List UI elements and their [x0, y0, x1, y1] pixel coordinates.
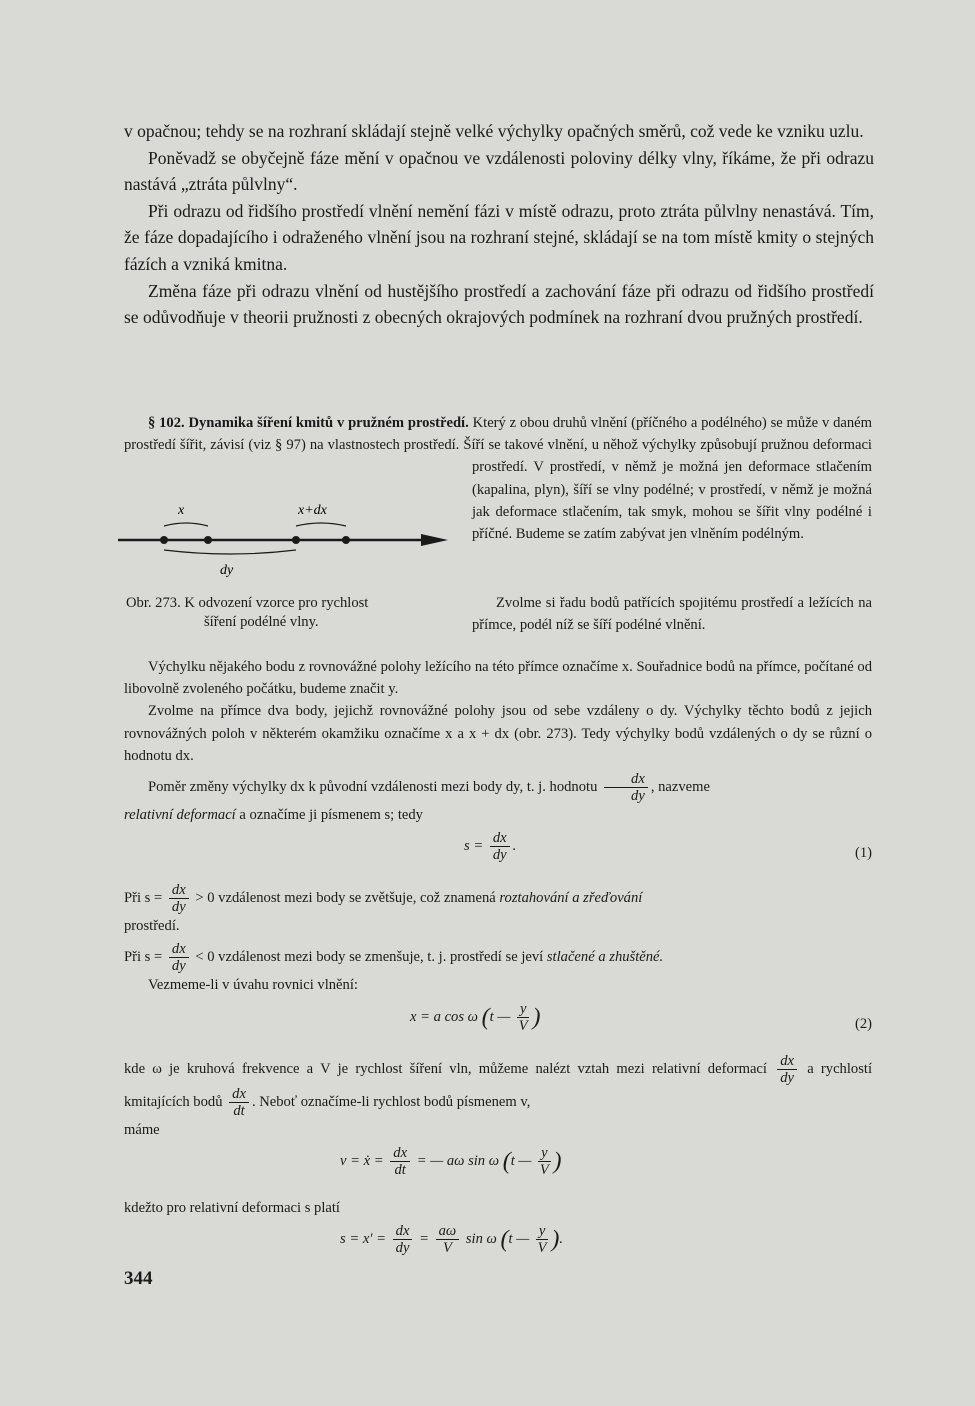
paren: (	[502, 1148, 511, 1175]
paragraph-relative: kdežto pro relativní deformaci s platí	[124, 1199, 340, 1216]
paragraph-1: v opačnou; tehdy se na rozhraní skládají stejně velké výchylky opačných směrů, což vede ke vzniku uzlu.	[124, 121, 864, 141]
equation-3	[124, 1145, 872, 1191]
dot: .	[559, 1230, 563, 1247]
t: t —	[489, 1008, 511, 1025]
num: dx	[169, 882, 189, 899]
paragraph-displacement: Výchylku nějakého bodu z rovnovážné polohy ležícího na této přímce označíme x. Souřadnice bodů na přímce, počítané od libovolně zvoleného počátku, budeme značit y.	[124, 659, 872, 698]
paren: (	[481, 1004, 490, 1031]
eq1-body	[464, 830, 516, 863]
section-heading: § 102. Dynamika šíření kmitů v pružném prostředí.	[148, 415, 469, 431]
lhs: s =	[464, 838, 484, 855]
den: dy	[395, 1240, 410, 1257]
paragraph-4: Změna fáze při odrazu vlnění od hustějšího prostředí a zachování fáze při odrazu od řidšího prostředí se odůvodňuje v theorii pružnosti z obecných okrajových podmínek na rozhraní dvou pružných prostředí.	[124, 280, 874, 328]
fraction	[436, 1223, 460, 1256]
eq: =	[419, 1230, 429, 1247]
num: dx	[777, 1053, 797, 1070]
t: t —	[510, 1152, 532, 1169]
eq3-body	[340, 1145, 562, 1178]
paragraph-compression	[124, 941, 872, 974]
fraction	[517, 1001, 529, 1034]
paren: )	[553, 1148, 562, 1175]
text: prostředí.	[124, 918, 180, 935]
num: y	[517, 1001, 529, 1018]
term: relativní deformací	[124, 807, 236, 824]
den: dy	[631, 788, 645, 805]
num: dx	[229, 1086, 249, 1103]
equation-4	[124, 1223, 872, 1269]
fraction	[229, 1086, 249, 1119]
fraction-dx-dy	[604, 771, 648, 804]
den: dy	[492, 847, 507, 864]
num: y	[538, 1145, 550, 1162]
section-intro-text: Který z obou druhů vlnění (příčného a podélného) se může v daném prostředí šířit, závisí (viz § 97) na vlastnostech prostředí. Šíří se takové vlnění, u něhož výchylky způsobují pružnou deformaci prostředí. V prostředí, v němž je možná jen deformace stlačením (kapalina, plyn), šíří se vlny podélné; v prostředí, v němž je možná jak deformace stlačením, tak smyk, mohou se šířit vlny podélné i příčné. Budeme se zatím zabývat jen vlněním podélným.	[124, 415, 872, 543]
label-xdx: x+dx	[298, 503, 327, 518]
den: dy	[780, 1069, 794, 1086]
paragraph-wave-equation: Vezmeme-li v úvahu rovnici vlnění:	[148, 977, 358, 994]
paragraph-3: Při odrazu od řidšího prostředí vlnění nemění fázi v místě odrazu, proto ztráta půlvlny nenastává. Tím, že fáze dopadajícího i odraženého vlnění jsou na rozhraní stejné, skládají se na tom místě kmity o stejných fázích a vzniká kmitna.	[124, 200, 874, 274]
text: < 0 vzdálenost mezi body se zmenšuje, t. j. prostředí se jeví	[195, 949, 544, 966]
lhs: s = x′ =	[340, 1230, 386, 1247]
text: a označíme ji písmenem s; tedy	[239, 807, 423, 824]
paren: (	[500, 1226, 509, 1253]
den: V	[537, 1240, 547, 1257]
text: . Neboť označíme-li rychlost bodů písmenem v,	[251, 1093, 531, 1110]
paragraph-two-points: Zvolme na přímce dva body, jejichž rovnovážné polohy jsou od sebe vzdáleny o dy. Výchylky těchto bodů z jejich rovnovážných poloh v některém okamžiku označíme x a x + dx (obr. 273). Tedy výchylky bodů vzdálených o dy se různí o hodnotu dx.	[124, 703, 872, 764]
text: > 0 vzdálenost mezi body se zvětšuje, což znamená	[195, 890, 496, 907]
fraction	[536, 1223, 548, 1256]
lhs: x = a cos ω	[410, 1008, 478, 1025]
label-dy: dy	[220, 563, 234, 578]
paragraph-2: Poněvadž se obyčejně fáze mění v opačnou ve vzdálenosti poloviny délky vlny, říkáme, že při odrazu nastává „ztráta půlvlny“.	[124, 147, 874, 195]
eq-number: (1)	[854, 845, 872, 862]
den: dy	[171, 899, 186, 916]
paragraph-relation	[124, 1053, 872, 1141]
upper-text	[124, 118, 874, 331]
text: máme	[124, 1121, 160, 1138]
label-x: x	[178, 503, 185, 518]
caption-line-2: šíření podélné vlny.	[204, 614, 319, 630]
t: t —	[508, 1230, 530, 1247]
num: aω	[436, 1223, 460, 1240]
fraction	[169, 941, 189, 974]
paragraph-expansion	[124, 882, 872, 937]
caption-line-1: Obr. 273. K odvození vzorce pro rychlost	[126, 595, 369, 611]
paragraph-points: Zvolme si řadu bodů patřících spojitému prostředí a ležících na přímce, podél níž se šíří podélné vlnění.	[472, 595, 872, 634]
fraction	[538, 1145, 550, 1178]
text: a rychlostí kmitajících bodů	[124, 1060, 872, 1110]
lhs: v = ẋ =	[340, 1152, 384, 1169]
dot: .	[512, 838, 517, 855]
den: dy	[171, 958, 186, 975]
mid: = — aω sin ω	[416, 1152, 500, 1169]
eq4-body	[340, 1223, 563, 1256]
text: Při s =	[124, 949, 163, 966]
paren: )	[551, 1226, 560, 1253]
text: , nazveme	[650, 778, 710, 795]
text: kde ω je kruhová frekvence a V je rychlost šíření vln, můžeme nalézt vztah mezi relativní deformací	[124, 1060, 767, 1077]
page-number: 344	[124, 1268, 153, 1289]
den: dt	[394, 1161, 406, 1178]
num: dx	[393, 1223, 413, 1240]
section-body	[124, 412, 872, 1269]
num: y	[536, 1223, 548, 1240]
paren: )	[532, 1004, 541, 1031]
text: Při s =	[124, 890, 163, 907]
fraction	[390, 1145, 410, 1178]
equation-2	[124, 1001, 872, 1047]
mid: sin ω	[465, 1230, 497, 1247]
text: Poměr změny výchylky dx k původní vzdálenosti mezi body dy, t. j. hodnotu	[148, 778, 598, 795]
num: dx	[169, 941, 189, 958]
fraction	[169, 882, 189, 915]
paragraph-deformation	[124, 771, 872, 826]
fraction	[393, 1223, 413, 1256]
den: dt	[233, 1102, 245, 1119]
den: V	[442, 1240, 452, 1257]
den: V	[518, 1017, 528, 1034]
fraction	[490, 830, 510, 863]
term: stlačené a zhuštěné.	[546, 949, 664, 966]
eq2-body	[410, 1001, 540, 1034]
eq-number: (2)	[854, 1015, 872, 1032]
num: dx	[604, 771, 648, 788]
equation-1	[124, 830, 872, 876]
num: dx	[390, 1145, 410, 1162]
den: V	[539, 1161, 549, 1178]
num: dx	[490, 830, 510, 847]
fraction	[777, 1053, 797, 1086]
term: roztahování a zřeďování	[499, 890, 643, 907]
